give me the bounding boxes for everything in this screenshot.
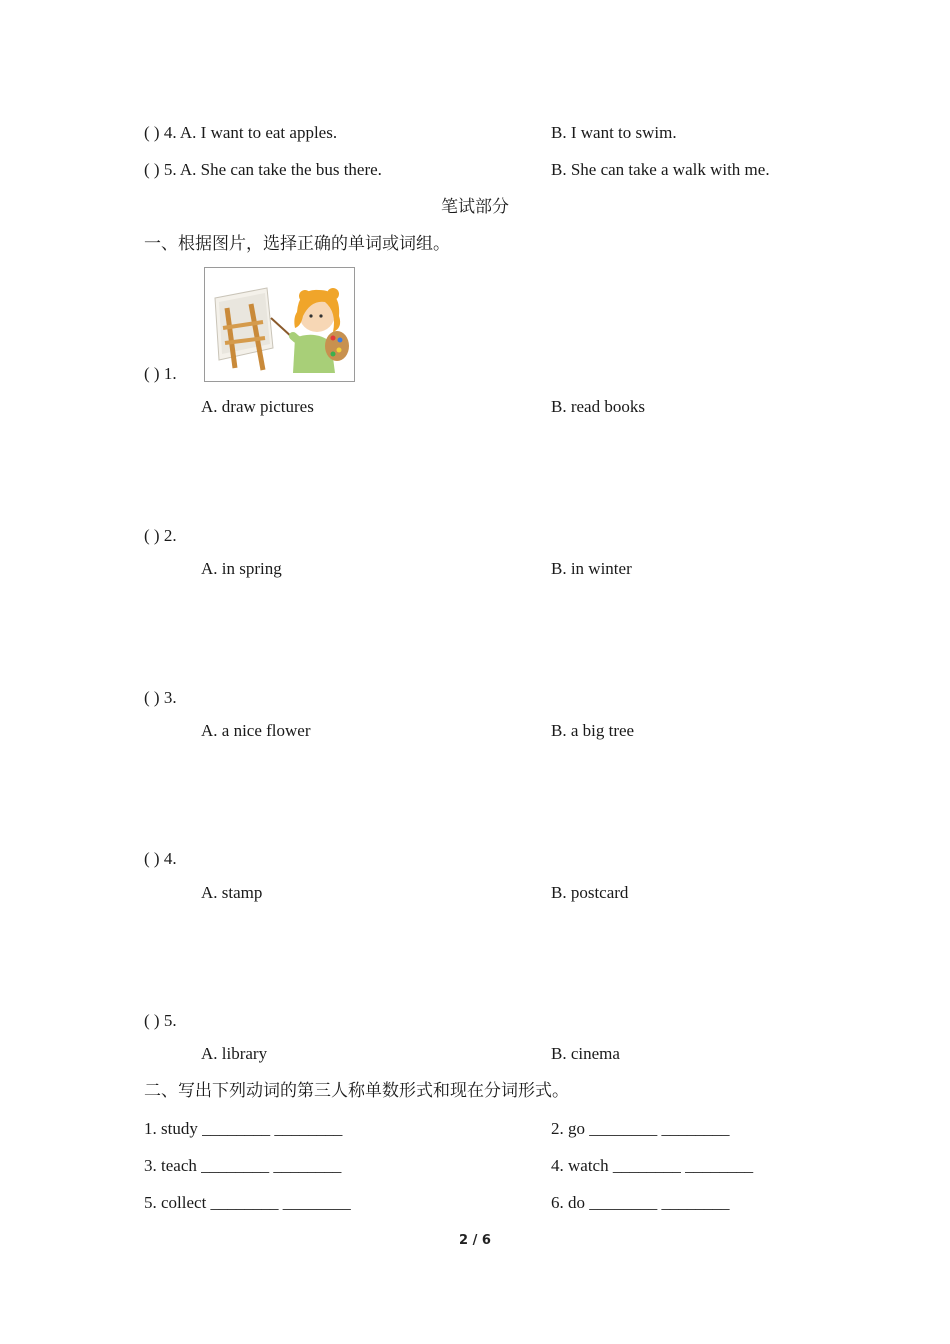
section2-item-1: 1. study ________ ________	[144, 1119, 343, 1138]
section2-item-6: 6. do ________ ________	[551, 1193, 730, 1212]
section1-q1-number: ( ) 1.	[144, 364, 177, 383]
page-number: 2 / 6	[459, 1233, 491, 1248]
section1-q2-option-a: A. in spring	[201, 559, 282, 578]
listening-q5-option-a: ( ) 5. A. She can take the bus there.	[144, 160, 382, 179]
section1-q5-number: ( ) 5.	[144, 1011, 177, 1030]
section1-q3-number: ( ) 3.	[144, 688, 177, 707]
section2-heading: 二、写出下列动词的第三人称单数形式和现在分词形式。	[144, 1081, 569, 1100]
section2-item-5: 5. collect ________ ________	[144, 1193, 351, 1212]
girl-painting-easel-icon	[205, 268, 354, 381]
section2-item-2: 2. go ________ ________	[551, 1119, 730, 1138]
section1-q3-option-b: B. a big tree	[551, 721, 635, 740]
section1-q2-number: ( ) 2.	[144, 526, 177, 545]
section1-q4-number: ( ) 4.	[144, 849, 177, 868]
section1-q5-option-b: B. cinema	[551, 1044, 620, 1063]
section1-q2-option-b: B. in winter	[551, 559, 632, 578]
section1-q5-option-a: A. library	[201, 1044, 268, 1063]
section1-q1-option-a: A. draw pictures	[201, 397, 314, 416]
section2-item-3: 3. teach ________ ________	[144, 1156, 342, 1175]
written-part-title: 笔试部分	[441, 197, 509, 216]
section1-q4-option-a: A. stamp	[201, 883, 263, 902]
listening-q5-option-b: B. She can take a walk with me.	[551, 160, 770, 179]
section1-q1-option-b: B. read books	[551, 397, 645, 416]
listening-q4-option-b: B. I want to swim.	[551, 123, 677, 142]
listening-q4-option-a: ( ) 4. A. I want to eat apples.	[144, 123, 338, 142]
section1-heading: 一、根据图片，选择正确的单词或词组。	[144, 234, 450, 253]
painting-girl-image	[204, 267, 355, 382]
section1-q4-option-b: B. postcard	[551, 883, 629, 902]
section1-q3-option-a: A. a nice flower	[201, 721, 311, 740]
section2-item-4: 4. watch ________ ________	[551, 1156, 754, 1175]
